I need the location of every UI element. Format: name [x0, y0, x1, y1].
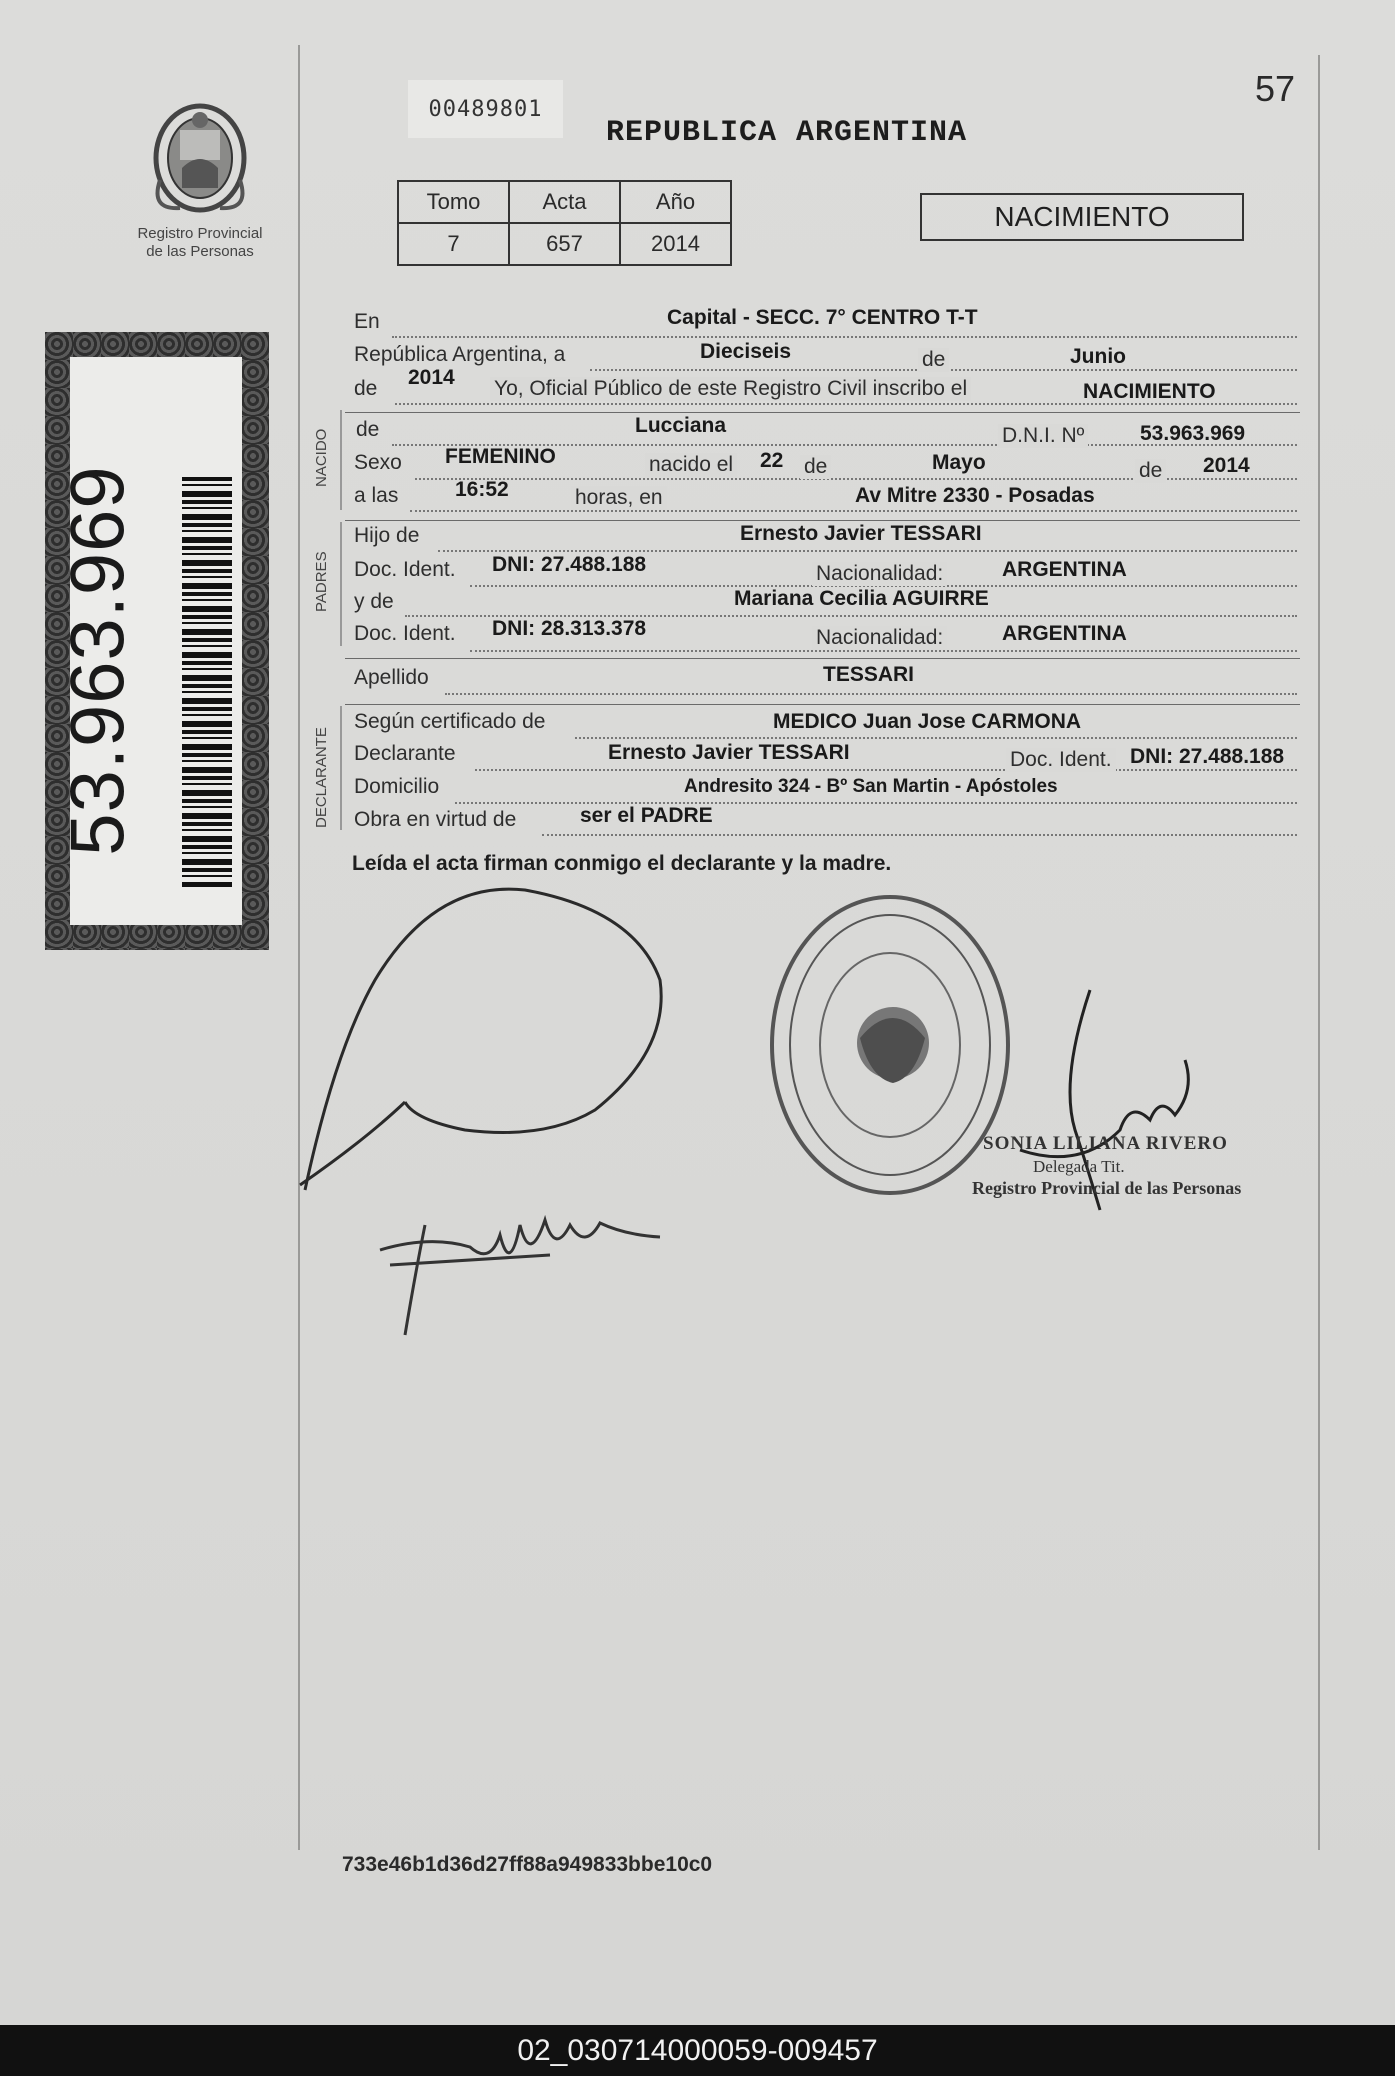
tomo-value: 7 [398, 223, 509, 265]
province-seal-icon [140, 90, 260, 220]
label-horas-en: horas, en [571, 486, 667, 510]
value-madre: Mariana Cecilia AGUIRRE [734, 587, 989, 610]
right-margin-line [1318, 55, 1320, 1850]
official-role: Delegada Tit. [1033, 1157, 1125, 1176]
value-lugar: Capital - SECC. 7° CENTRO T-T [667, 306, 978, 329]
tomo-acta-table [397, 180, 732, 266]
label-republica: República Argentina, a [354, 343, 566, 366]
label-hijo-de: Hijo de [354, 524, 420, 547]
value-mes-nac: Mayo [932, 451, 986, 474]
barcode-inner [55, 357, 242, 925]
dotted-line [438, 550, 1297, 552]
value-sexo: FEMENINO [445, 445, 556, 468]
value-mes: Junio [1070, 345, 1126, 368]
tomo-header: Tomo [398, 181, 509, 223]
barcode-panel [45, 332, 269, 950]
label-domicilio: Domicilio [354, 775, 440, 798]
anio-header: Año [620, 181, 731, 223]
label-segun: Según certificado de [354, 710, 546, 733]
section-bracket-padres [340, 522, 342, 646]
document-hash: 733e46b1d36d27ff88a949833bbe10c0 [342, 1853, 713, 1876]
label-nacido-el: nacido el [645, 453, 737, 477]
value-madre-nac: ARGENTINA [1002, 622, 1127, 645]
separator-3 [345, 658, 1300, 659]
label-sexo: Sexo [354, 451, 402, 474]
dotted-line [410, 510, 1297, 512]
dotted-line [392, 336, 1297, 338]
record-type-box: NACIMIENTO [920, 193, 1244, 241]
label-apellido: Apellido [354, 666, 429, 689]
value-anio: 2014 [408, 366, 455, 389]
footer-id: 02_030714000059-009457 [517, 2033, 878, 2067]
acta-header: Acta [509, 181, 620, 223]
footer-id-bar [0, 2025, 1395, 2076]
official-stamp-icon [765, 888, 1015, 1203]
label-de: de [918, 348, 949, 372]
separator-4 [345, 704, 1300, 705]
section-label-padres: PADRES [313, 551, 330, 612]
value-nombre: Lucciana [635, 414, 727, 437]
label-nacionalidad-madre: Nacionalidad: [812, 626, 947, 650]
value-declarante-doc: DNI: 27.488.188 [1130, 745, 1285, 768]
value-certificado: MEDICO Juan Jose CARMONA [773, 710, 1082, 733]
serial-number: 00489801 [408, 80, 563, 138]
official-office: Registro Provincial de las Personas [972, 1178, 1242, 1198]
section-bracket-declarante [340, 706, 342, 830]
label-oficial: Yo, Oficial Público de este Registro Civil inscribo el [490, 377, 971, 401]
value-dia-nac: 22 [760, 449, 784, 472]
value-lugar-nac: Av Mitre 2330 - Posadas [855, 484, 1095, 507]
label-obra: Obra en virtud de [354, 808, 517, 831]
label-a-las: a las [354, 484, 399, 507]
value-dni: 53.963.969 [1140, 422, 1246, 445]
mother-signature [370, 1195, 670, 1340]
value-madre-doc: DNI: 28.313.378 [492, 617, 647, 640]
label-doc-ident-padre: Doc. Ident. [354, 558, 456, 581]
registry-label-line1: Registro Provincial [137, 225, 263, 242]
barcode-number: 53.963.969 [55, 465, 141, 856]
document-title: REPUBLICA ARGENTINA [606, 116, 968, 150]
label-de-nombre: de [356, 418, 380, 441]
label-nacionalidad-padre: Nacionalidad: [812, 562, 947, 586]
dotted-line [542, 834, 1297, 836]
page-number: 57 [1255, 68, 1296, 109]
label-de-mes: de [800, 455, 831, 479]
label-de-anio-nac: de [1135, 459, 1166, 483]
value-anio-nac: 2014 [1203, 454, 1250, 477]
value-apellido: TESSARI [823, 663, 915, 686]
acta-value: 657 [509, 223, 620, 265]
value-padre-doc: DNI: 27.488.188 [492, 553, 647, 576]
section-label-nacido: NACIDO [313, 428, 330, 487]
value-obra: ser el PADRE [580, 804, 713, 827]
value-domicilio: Andresito 324 - Bº San Martin - Apóstoles [684, 776, 1058, 797]
dotted-line [445, 693, 1297, 695]
label-doc-ident-madre: Doc. Ident. [354, 622, 456, 645]
anio-value: 2014 [620, 223, 731, 265]
official-name: SONIA LILIANA RIVERO [983, 1133, 1228, 1154]
separator-2 [345, 520, 1300, 521]
label-de-anio: de [354, 377, 378, 400]
label-dni: D.N.I. Nº [998, 424, 1088, 448]
tomo-value-row [398, 223, 731, 265]
registry-label-line2: de las Personas [146, 243, 254, 260]
registry-label [118, 225, 282, 261]
label-y-de: y de [354, 590, 394, 613]
value-declarante: Ernesto Javier TESSARI [608, 741, 850, 764]
closing-note: Leída el acta firman conmigo el declarante y la madre. [352, 852, 892, 875]
value-tipo: NACIMIENTO [1083, 380, 1216, 403]
separator-1 [345, 412, 1300, 413]
dotted-line [475, 769, 1297, 771]
barcode-icon [182, 477, 232, 887]
value-dia: Dieciseis [700, 340, 792, 363]
value-padre-nac: ARGENTINA [1002, 558, 1127, 581]
tomo-header-row [398, 181, 731, 223]
value-padre: Ernesto Javier TESSARI [740, 522, 982, 545]
section-label-declarante: DECLARANTE [313, 727, 330, 828]
dotted-line [575, 737, 1297, 739]
section-bracket-nacido [340, 410, 342, 510]
value-hora: 16:52 [455, 478, 509, 501]
label-doc-ident-declarante: Doc. Ident. [1006, 748, 1116, 772]
label-en: En [354, 310, 380, 333]
label-declarante: Declarante [354, 742, 456, 765]
dotted-line [470, 650, 1297, 652]
